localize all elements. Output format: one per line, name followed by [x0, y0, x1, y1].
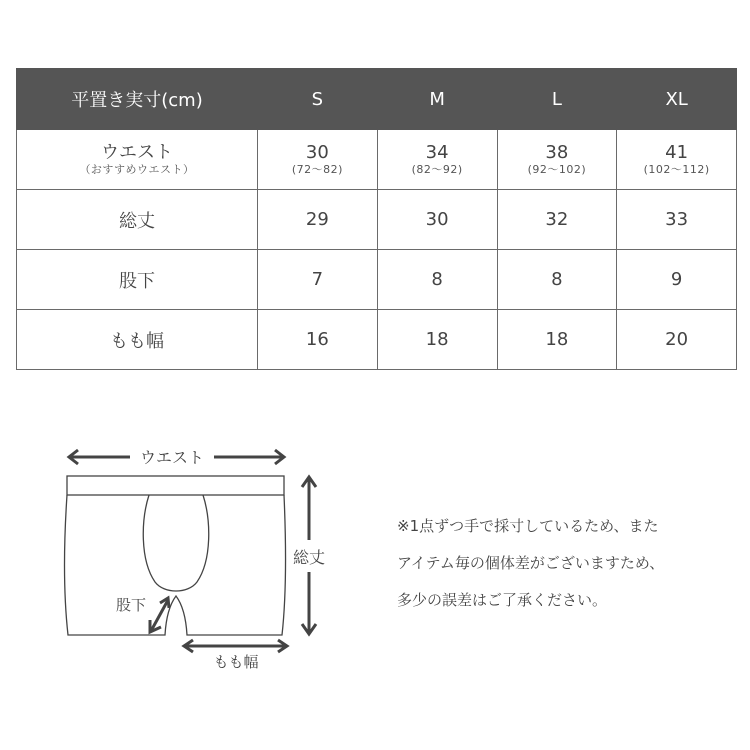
header-size-m: M [377, 69, 497, 130]
row-label: 総丈 [17, 190, 258, 250]
subvalue: (82～92) [411, 162, 463, 176]
measurement-diagram [55, 435, 355, 675]
value-cell: 32 [497, 190, 617, 250]
header-size-xl: XL [617, 69, 737, 130]
row-sublabel: （おすすめウエスト） [79, 162, 195, 176]
row-label: もも幅 [17, 310, 258, 370]
length-label: 総丈 [292, 548, 326, 567]
value-cell: 18 [497, 310, 617, 370]
value-cell [377, 130, 497, 190]
table-row-length [17, 190, 737, 250]
value-cell: 29 [258, 190, 378, 250]
value-cell [617, 130, 737, 190]
boxer-outline [65, 495, 286, 635]
header-row [17, 69, 737, 130]
measurement-note [397, 508, 742, 619]
size-table [16, 68, 737, 370]
thigh-arrow [184, 640, 287, 652]
note-line: アイテム毎の個体差がございますため、 [397, 554, 665, 572]
row-label-cell [17, 130, 258, 190]
value-cell: 20 [617, 310, 737, 370]
table-row-inseam [17, 250, 737, 310]
thigh-label: もも幅 [213, 653, 259, 671]
value: 41 [665, 141, 689, 163]
value-cell: 16 [258, 310, 378, 370]
header-size-s: S [258, 69, 378, 130]
value-cell: 18 [377, 310, 497, 370]
header-size-l: L [497, 69, 617, 130]
subvalue: (72～82) [291, 162, 343, 176]
value-cell: 7 [258, 250, 378, 310]
header-measure-label: 平置き実寸(cm) [17, 69, 258, 130]
value-cell: 9 [617, 250, 737, 310]
value: 30 [305, 141, 329, 163]
value-cell [497, 130, 617, 190]
value-cell: 8 [377, 250, 497, 310]
value: 34 [425, 141, 449, 163]
note-line: 多少の誤差はご了承ください。 [397, 591, 608, 609]
row-label: 股下 [17, 250, 258, 310]
row-label: ウエスト [101, 141, 173, 163]
value-cell: 33 [617, 190, 737, 250]
value: 38 [545, 141, 569, 163]
waist-label: ウエスト [139, 448, 205, 467]
value-cell: 30 [377, 190, 497, 250]
waistband-shape [67, 476, 284, 495]
note-line: ※1点ずつ手で採寸しているため、また [397, 517, 659, 535]
value-cell [258, 130, 378, 190]
front-pouch-shape [143, 495, 208, 591]
table-row-thigh [17, 310, 737, 370]
subvalue: (102～112) [643, 162, 710, 176]
value-cell: 8 [497, 250, 617, 310]
inseam-label: 股下 [115, 596, 147, 614]
table-row-waist [17, 130, 737, 190]
subvalue: (92～102) [527, 162, 587, 176]
